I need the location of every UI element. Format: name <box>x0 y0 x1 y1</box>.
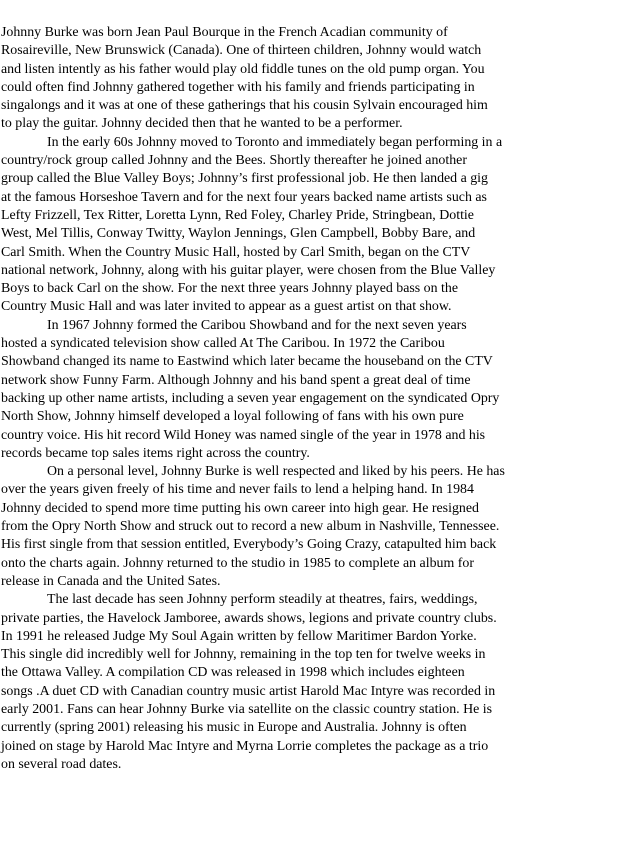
text-line: the Ottawa Valley. A compilation CD was released in 1998 which includes eighteen <box>1 665 465 681</box>
text-line: group called the Blue Valley Boys; Johnny’s first professional job. He then landed a gig <box>1 171 488 187</box>
text-line: In 1967 Johnny formed the Caribou Showband and for the next seven years <box>47 317 467 333</box>
text-line: Boys to back Carl on the show. For the next three years Johnny played bass on the <box>1 281 459 297</box>
text-line: On a personal level, Johnny Burke is well respected and liked by his peers. He has <box>47 464 505 480</box>
text-line: Rosaireville, New Brunswick (Canada). One of thirteen children, Johnny would watch <box>1 43 482 59</box>
text-line: from the Opry North Show and struck out to record a new album in Nashville, Tennessee. <box>1 519 500 535</box>
text-line: In the early 60s Johnny moved to Toronto and immediately began performing in a <box>47 134 503 150</box>
paragraph-caribou <box>1 317 601 463</box>
text-line: This single did incredibly well for Johnny, remaining in the top ten for twelve weeks in <box>1 647 486 663</box>
paragraph-last-decade <box>1 591 601 774</box>
text-line: joined on stage by Harold Mac Intyre and Myrna Lorrie completes the package as a trio <box>1 738 489 754</box>
text-line: Lefty Frizzell, Tex Ritter, Loretta Lynn, Red Foley, Charley Pride, Stringbean, Dottie <box>1 207 474 223</box>
text-line: backing up other name artists, including a seven year engagement on the syndicated Opry <box>1 390 500 406</box>
text-line: private parties, the Havelock Jamboree, awards shows, legions and private country clubs. <box>1 610 497 626</box>
text-line: onto the charts again. Johnny returned to the studio in 1985 to complete an album for <box>1 555 474 571</box>
text-line: records became top sales items right across the country. <box>1 445 310 461</box>
paragraph-birth <box>1 24 601 134</box>
text-line: on several road dates. <box>1 756 122 772</box>
text-line: songs .A duet CD with Canadian country music artist Harold Mac Intyre was recorded in <box>1 683 496 699</box>
text-line: West, Mel Tillis, Conway Twitty, Waylon Jennings, Glen Campbell, Bobby Bare, and <box>1 226 476 242</box>
text-line: hosted a syndicated television show called At The Caribou. In 1972 the Caribou <box>1 336 445 352</box>
paragraph-toronto <box>1 134 601 317</box>
text-line: In 1991 he released Judge My Soul Again written by fellow Maritimer Bardon Yorke. <box>1 628 477 644</box>
text-line: country voice. His hit record Wild Honey was named single of the year in 1978 and his <box>1 427 486 443</box>
paragraph-personal <box>1 463 601 591</box>
text-line: release in Canada and the United Sates. <box>1 573 221 589</box>
text-line: country/rock group called Johnny and the Bees. Shortly thereafter he joined another <box>1 153 467 169</box>
text-line: at the famous Horseshoe Tavern and for the next four years backed name artists such as <box>1 189 487 205</box>
text-line: network show Funny Farm. Although Johnny and his band spent a great deal of time <box>1 372 471 388</box>
text-line: Johnny decided to spend more time putting his own career into high gear. He resigned <box>1 500 479 516</box>
text-line: to play the guitar. Johnny decided then that he wanted to be a performer. <box>1 116 403 132</box>
text-line: over the years given freely of his time and never fails to lend a helping hand. In 1984 <box>1 482 474 498</box>
text-line: Carl Smith. When the Country Music Hall, hosted by Carl Smith, began on the CTV <box>1 244 471 260</box>
text-line: Johnny Burke was born Jean Paul Bourque in the French Acadian community of <box>1 25 448 40</box>
text-line: His first single from that session entitled, Everybody’s Going Crazy, catapulted him back <box>1 537 497 553</box>
text-line: Country Music Hall and was later invited to appear as a guest artist on that show. <box>1 299 452 315</box>
text-line: currently (spring 2001) releasing his music in Europe and Australia. Johnny is often <box>1 720 467 736</box>
document-body <box>1 24 601 774</box>
text-line: early 2001. Fans can hear Johnny Burke via satellite on the classic country station. He is <box>1 701 493 717</box>
text-line: singalongs and it was at one of these gatherings that his cousin Sylvain encouraged him <box>1 98 488 114</box>
text-line: and listen intently as his father would play old fiddle tunes on the old pump organ. You <box>1 61 485 77</box>
text-line: Showband changed its name to Eastwind which later became the houseband on the CTV <box>1 354 493 370</box>
text-line: could often find Johnny gathered together with his family and friends participating in <box>1 79 475 95</box>
text-line: national network, Johnny, along with his guitar player, were chosen from the Blue Valley <box>1 262 496 278</box>
text-line: The last decade has seen Johnny perform steadily at theatres, fairs, weddings, <box>47 592 478 608</box>
text-line: North Show, Johnny himself developed a loyal following of fans with his own pure <box>1 409 464 425</box>
